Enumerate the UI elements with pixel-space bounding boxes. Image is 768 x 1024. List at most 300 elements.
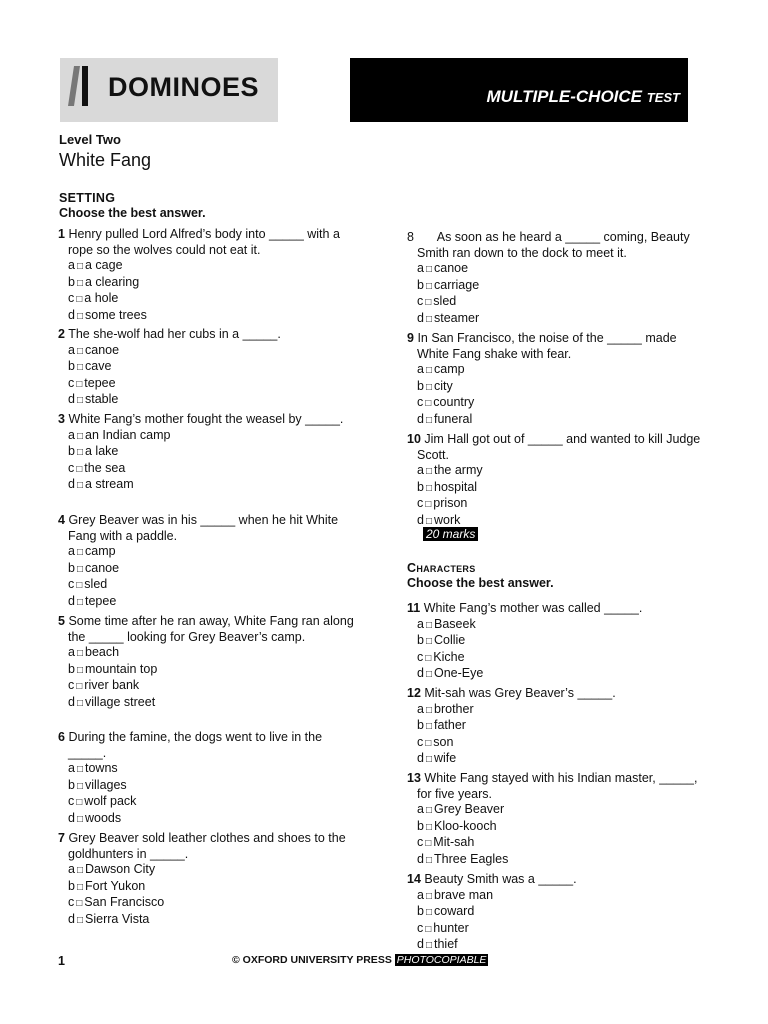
option-letter: a [417, 463, 424, 478]
checkbox-icon[interactable]: □ [425, 805, 432, 817]
option-text: canoe [85, 560, 120, 575]
section-setting [59, 191, 206, 220]
option-letter: b [417, 277, 424, 292]
checkbox-icon[interactable]: □ [76, 547, 83, 559]
checkbox-icon[interactable]: □ [76, 430, 83, 442]
option-text: son [433, 734, 454, 749]
option-letter: b [68, 274, 75, 289]
question-number: 4 [58, 513, 65, 527]
checkbox-icon[interactable]: □ [425, 414, 432, 426]
option-text: brother [434, 701, 474, 716]
checkbox-icon[interactable]: □ [425, 838, 432, 850]
question-stem: Mit-sah was Grey Beaver’s _____. [424, 686, 616, 700]
question-text [407, 686, 707, 702]
question-6 [58, 730, 358, 828]
option-letter: c [417, 649, 424, 664]
option-letter: d [68, 392, 75, 407]
checkbox-icon[interactable]: □ [425, 923, 432, 935]
option-text: brave man [434, 887, 494, 902]
question-stem: Beauty Smith was a _____. [424, 872, 577, 886]
option-text: Kiche [433, 649, 465, 664]
answer-option[interactable] [58, 444, 358, 461]
answer-option[interactable] [407, 278, 707, 295]
checkbox-icon[interactable]: □ [425, 280, 432, 292]
question-stem: Some time after he ran away, White Fang ran along the _____ looking for Grey Beaver’s camp. [68, 614, 354, 644]
answer-option[interactable] [58, 678, 358, 695]
answer-option[interactable] [407, 362, 707, 379]
answer-option[interactable] [58, 275, 358, 292]
option-text: camp [85, 544, 116, 559]
answer-option[interactable] [58, 662, 358, 679]
answer-option[interactable] [58, 291, 358, 308]
answer-option[interactable] [407, 819, 707, 836]
option-letter: b [417, 818, 424, 833]
answer-option[interactable] [407, 921, 707, 938]
answer-option[interactable] [407, 802, 707, 819]
option-text: the sea [84, 460, 126, 475]
answer-option[interactable] [58, 343, 358, 360]
section-characters [407, 561, 554, 590]
option-text: village street [85, 694, 156, 709]
question-stem: Henry pulled Lord Alfred’s body into _____ with a rope so the wolves could not eat it. [68, 227, 340, 257]
option-letter: d [68, 477, 75, 492]
answer-option[interactable] [58, 695, 358, 712]
question-stem: Grey Beaver was in his _____ when he hit White Fang with a paddle. [68, 513, 339, 543]
question-number: 12 [407, 686, 421, 700]
option-text: country [433, 395, 475, 410]
question-stem: As soon as he heard a _____ coming, Beauty Smith ran down to the dock to meet it. [417, 230, 690, 260]
option-text: canoe [85, 342, 120, 357]
checkbox-icon[interactable]: □ [76, 294, 83, 306]
question-number: 13 [407, 771, 421, 785]
checkbox-icon[interactable]: □ [425, 669, 432, 681]
option-text: river bank [84, 678, 140, 693]
section-title: SETTING [59, 191, 116, 205]
checkbox-icon[interactable]: □ [425, 854, 432, 866]
checkbox-icon[interactable]: □ [425, 365, 432, 377]
option-letter: d [68, 307, 75, 322]
checkbox-icon[interactable]: □ [425, 907, 432, 919]
book-title: White Fang [59, 150, 152, 170]
option-letter: d [417, 851, 424, 866]
question-number: 10 [407, 432, 421, 446]
test-title-main: MULTIPLE-CHOICE [486, 87, 643, 106]
answer-option[interactable] [58, 477, 358, 494]
option-text: funeral [434, 411, 473, 426]
press-credit: © OXFORD UNIVERSITY PRESS [232, 954, 392, 966]
question-number: 3 [58, 412, 65, 426]
test-title [487, 87, 680, 107]
question-3 [58, 412, 358, 494]
logo-text: DOMINOES [108, 72, 260, 102]
option-letter: c [68, 577, 75, 592]
answer-option[interactable] [58, 561, 358, 578]
question-number: 1 [58, 227, 65, 241]
option-text: Sierra Vista [85, 911, 150, 926]
checkbox-icon[interactable]: □ [76, 780, 83, 792]
option-letter: d [68, 810, 75, 825]
question-stem: In San Francisco, the noise of the _____ made White Fang shake with fear. [417, 331, 677, 361]
option-text: Baseek [434, 616, 476, 631]
option-letter: b [417, 904, 424, 919]
option-letter: c [417, 496, 424, 511]
option-text: hospital [434, 479, 478, 494]
option-letter: b [68, 878, 75, 893]
answer-option[interactable] [58, 811, 358, 828]
question-text [407, 230, 707, 261]
option-text: tepee [85, 593, 117, 608]
checkbox-icon[interactable]: □ [76, 345, 83, 357]
checkbox-icon[interactable]: □ [76, 310, 83, 322]
option-text: wife [434, 751, 457, 766]
checkbox-icon[interactable]: □ [76, 395, 83, 407]
option-letter: b [417, 718, 424, 733]
option-text: thief [434, 937, 458, 952]
question-11 [407, 601, 707, 683]
answer-option[interactable] [58, 594, 358, 611]
answer-option[interactable] [58, 912, 358, 929]
answer-option[interactable] [58, 645, 358, 662]
checkbox-icon[interactable]: □ [425, 636, 432, 648]
question-text [58, 227, 358, 258]
checkbox-icon[interactable]: □ [425, 737, 432, 749]
checkbox-icon[interactable]: □ [425, 515, 432, 527]
answer-option[interactable] [407, 311, 707, 328]
answer-option[interactable] [58, 258, 358, 275]
question-text [58, 412, 358, 428]
question-stem: Grey Beaver sold leather clothes and shoes to the goldhunters in _____. [68, 831, 346, 861]
checkbox-icon[interactable]: □ [425, 721, 432, 733]
question-number: 9 [407, 331, 414, 345]
option-letter: c [68, 291, 75, 306]
answer-option[interactable] [407, 852, 707, 869]
question-9 [407, 331, 707, 429]
checkbox-icon[interactable]: □ [425, 466, 432, 478]
question-text [407, 432, 707, 463]
checkbox-icon[interactable]: □ [425, 313, 432, 325]
option-letter: d [417, 937, 424, 952]
option-text: Collie [434, 633, 466, 648]
footer-press [232, 954, 488, 966]
checkbox-icon[interactable]: □ [76, 447, 83, 459]
option-text: tepee [84, 375, 116, 390]
question-stem: White Fang stayed with his Indian master, _____, for five years. [417, 771, 698, 801]
option-letter: b [68, 560, 75, 575]
page-number: 1 [58, 954, 65, 968]
option-letter: d [417, 411, 424, 426]
option-letter: a [417, 802, 424, 817]
question-text [58, 730, 358, 761]
question-text [407, 331, 707, 362]
checkbox-icon[interactable]: □ [76, 580, 83, 592]
answer-option[interactable] [58, 392, 358, 409]
option-letter: b [68, 444, 75, 459]
option-text: the army [434, 463, 483, 478]
checkbox-icon[interactable]: □ [425, 652, 432, 664]
answer-option[interactable] [58, 577, 358, 594]
option-letter: c [68, 895, 75, 910]
photocopiable-badge: PHOTOCOPIABLE [396, 954, 487, 966]
checkbox-icon[interactable]: □ [425, 398, 432, 410]
question-number: 5 [58, 614, 65, 628]
option-letter: b [417, 479, 424, 494]
option-letter: a [417, 701, 424, 716]
answer-option[interactable] [58, 761, 358, 778]
question-number: 6 [58, 730, 65, 744]
question-12 [407, 686, 707, 768]
checkbox-icon[interactable]: □ [76, 378, 83, 390]
question-stem: The she-wolf had her cubs in a _____. [68, 327, 281, 341]
option-letter: c [417, 734, 424, 749]
checkbox-icon[interactable]: □ [425, 821, 432, 833]
level-label: Level Two [59, 132, 121, 147]
option-letter: b [68, 661, 75, 676]
question-number: 8 [407, 230, 414, 244]
checkbox-icon[interactable]: □ [76, 362, 83, 374]
answer-option[interactable] [407, 650, 707, 667]
answer-option[interactable] [407, 480, 707, 497]
answer-option[interactable] [407, 751, 707, 768]
checkbox-icon[interactable]: □ [76, 865, 83, 877]
option-letter: d [68, 593, 75, 608]
option-text: stable [85, 392, 119, 407]
question-7 [58, 831, 358, 929]
question-text [407, 872, 707, 888]
checkbox-icon[interactable]: □ [425, 381, 432, 393]
checkbox-icon[interactable]: □ [76, 898, 83, 910]
option-text: beach [85, 645, 120, 660]
checkbox-icon[interactable]: □ [76, 764, 83, 776]
option-text: Three Eagles [434, 851, 509, 866]
checkbox-icon[interactable]: □ [425, 940, 432, 952]
answer-option[interactable] [407, 633, 707, 650]
question-text [58, 327, 358, 343]
test-title-banner [350, 58, 688, 122]
answer-option[interactable] [58, 895, 358, 912]
question-14 [407, 872, 707, 954]
question-stem: During the famine, the dogs went to live in the _____. [68, 730, 323, 760]
option-text: hunter [433, 920, 469, 935]
question-number: 7 [58, 831, 65, 845]
option-letter: c [68, 460, 75, 475]
checkbox-icon[interactable]: □ [76, 914, 83, 926]
question-1 [58, 227, 358, 325]
answer-option[interactable] [407, 412, 707, 429]
option-text: San Francisco [84, 895, 165, 910]
answer-option[interactable] [58, 461, 358, 478]
option-text: villages [85, 777, 127, 792]
option-letter: d [68, 694, 75, 709]
option-text: sled [84, 577, 108, 592]
question-5 [58, 614, 358, 712]
checkbox-icon[interactable]: □ [76, 261, 83, 273]
option-text: camp [434, 362, 465, 377]
answer-option[interactable] [407, 735, 707, 752]
question-2 [58, 327, 358, 409]
checkbox-icon[interactable]: □ [76, 813, 83, 825]
answer-option[interactable] [407, 835, 707, 852]
option-text: Grey Beaver [434, 802, 505, 817]
question-stem: White Fang’s mother fought the weasel by _____. [68, 412, 344, 426]
question-number: 11 [407, 601, 421, 615]
option-text: mountain top [85, 661, 158, 676]
option-letter: a [68, 342, 75, 357]
option-letter: b [68, 359, 75, 374]
question-number: 14 [407, 872, 421, 886]
option-letter: a [68, 258, 75, 273]
question-4 [58, 513, 358, 611]
option-letter: c [417, 920, 424, 935]
answer-option[interactable] [407, 666, 707, 683]
option-text: Fort Yukon [85, 878, 146, 893]
option-text: father [434, 718, 466, 733]
checkbox-icon[interactable]: □ [76, 681, 83, 693]
checkbox-icon[interactable]: □ [425, 754, 432, 766]
dominoes-logo [60, 58, 278, 122]
answer-option[interactable] [58, 544, 358, 561]
checkbox-icon[interactable]: □ [425, 482, 432, 494]
option-text: a cage [85, 258, 123, 273]
answer-option[interactable] [407, 617, 707, 634]
option-text: some trees [85, 307, 147, 322]
question-10 [407, 432, 707, 530]
answer-option[interactable] [407, 904, 707, 921]
option-text: prison [433, 496, 468, 511]
option-letter: a [68, 645, 75, 660]
option-letter: a [417, 887, 424, 902]
question-text [58, 831, 358, 862]
checkbox-icon[interactable]: □ [425, 499, 432, 511]
option-text: a hole [84, 291, 119, 306]
option-text: Dawson City [85, 862, 156, 877]
answer-option[interactable] [407, 718, 707, 735]
option-text: woods [85, 810, 122, 825]
option-text: a lake [85, 444, 119, 459]
option-letter: b [417, 633, 424, 648]
checkbox-icon[interactable]: □ [76, 596, 83, 608]
option-letter: a [417, 261, 424, 276]
answer-option[interactable] [407, 702, 707, 719]
test-title-small: TEST [646, 90, 680, 105]
dominoes-logo-icon [68, 66, 88, 106]
option-letter: c [68, 375, 75, 390]
checkbox-icon[interactable]: □ [76, 697, 83, 709]
answer-option[interactable] [58, 794, 358, 811]
option-letter: a [68, 862, 75, 877]
checkbox-icon[interactable]: □ [76, 664, 83, 676]
answer-option[interactable] [407, 888, 707, 905]
question-stem: White Fang’s mother was called _____. [423, 601, 643, 615]
checkbox-icon[interactable]: □ [425, 890, 432, 902]
checkbox-icon[interactable]: □ [425, 619, 432, 631]
answer-option[interactable] [407, 294, 707, 311]
option-letter: a [68, 427, 75, 442]
checkbox-icon[interactable]: □ [76, 277, 83, 289]
question-8 [407, 230, 707, 328]
answer-option[interactable] [58, 308, 358, 325]
option-letter: a [68, 761, 75, 776]
option-text: a stream [85, 477, 134, 492]
option-text: sled [433, 294, 457, 309]
option-text: canoe [434, 261, 469, 276]
option-text: a clearing [85, 274, 140, 289]
answer-option[interactable] [58, 428, 358, 445]
option-letter: a [417, 616, 424, 631]
option-letter: b [68, 777, 75, 792]
answer-option[interactable] [407, 496, 707, 513]
section-instruction: Choose the best answer. [407, 576, 554, 590]
answer-option[interactable] [58, 359, 358, 376]
option-letter: a [68, 544, 75, 559]
answer-option[interactable] [58, 879, 358, 896]
option-text: an Indian camp [85, 427, 171, 442]
marks-box [407, 525, 478, 543]
checkbox-icon[interactable]: □ [76, 648, 83, 660]
answer-option[interactable] [407, 937, 707, 954]
option-letter: c [417, 835, 424, 850]
option-text: carriage [434, 277, 480, 292]
question-text [58, 614, 358, 645]
answer-option[interactable] [58, 778, 358, 795]
answer-option[interactable] [407, 379, 707, 396]
checkbox-icon[interactable]: □ [425, 264, 432, 276]
question-text [407, 601, 707, 617]
option-text: coward [434, 904, 475, 919]
checkbox-icon[interactable]: □ [425, 297, 432, 309]
checkbox-icon[interactable]: □ [76, 881, 83, 893]
option-text: wolf pack [84, 794, 137, 809]
question-stem: Jim Hall got out of _____ and wanted to kill Judge Scott. [417, 432, 701, 462]
option-letter: c [417, 395, 424, 410]
question-text [407, 771, 707, 802]
option-text: city [434, 378, 453, 393]
option-text: Kloo-kooch [434, 818, 497, 833]
marks-label: 20 marks [423, 527, 478, 541]
option-letter: b [417, 378, 424, 393]
option-text: work [434, 512, 461, 527]
option-text: towns [85, 761, 118, 776]
option-letter: c [68, 794, 75, 809]
option-letter: d [417, 512, 424, 527]
question-13 [407, 771, 707, 869]
answer-option[interactable] [58, 376, 358, 393]
answer-option[interactable] [407, 463, 707, 480]
checkbox-icon[interactable]: □ [76, 480, 83, 492]
checkbox-icon[interactable]: □ [76, 797, 83, 809]
option-letter: d [417, 310, 424, 325]
checkbox-icon[interactable]: □ [425, 704, 432, 716]
option-text: Mit-sah [433, 835, 475, 850]
section-instruction: Choose the best answer. [59, 206, 206, 220]
answer-option[interactable] [407, 261, 707, 278]
answer-option[interactable] [407, 395, 707, 412]
question-text [58, 513, 358, 544]
option-letter: d [417, 751, 424, 766]
option-text: One-Eye [434, 666, 484, 681]
option-letter: d [68, 911, 75, 926]
answer-option[interactable] [58, 862, 358, 879]
option-letter: d [417, 666, 424, 681]
section-title: Characters [407, 561, 476, 575]
option-letter: c [68, 678, 75, 693]
checkbox-icon[interactable]: □ [76, 463, 83, 475]
option-letter: c [417, 294, 424, 309]
option-letter: a [417, 362, 424, 377]
question-number: 2 [58, 327, 65, 341]
option-text: cave [85, 359, 112, 374]
checkbox-icon[interactable]: □ [76, 563, 83, 575]
option-text: steamer [434, 310, 480, 325]
